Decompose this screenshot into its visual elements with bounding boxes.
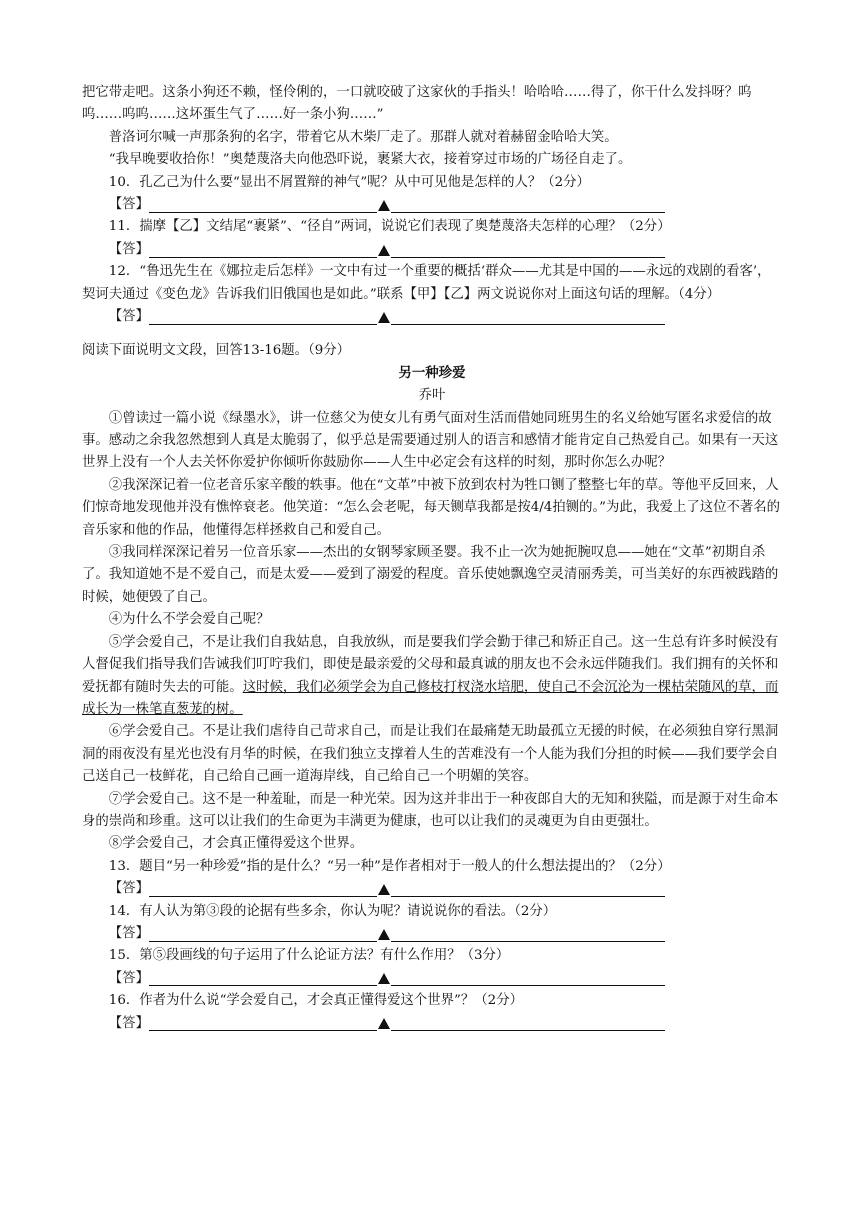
question-11: 11．揣摩【乙】文结尾“裹紧”、“径自”两词，说说它们表现了奥楚蔑洛夫怎样的心理？（2分） xyxy=(108,219,671,235)
essay-paragraph-6: ⑥学会爱自己。不是让我们虐待自己苛求自己，而是让我们在最痛楚无助最孤立无援的时候，在必须独自穿行黑洞洞的雨夜没有星光也没有月华的时候，在我们独立支撑着人生的苦难没有一个人能为我们分担的时候——我们要学会自己送自己一枝鲜花，自己给自己画一道海岸线，自己给自己一个明媚的笑容。 xyxy=(82,724,779,785)
triangle-icon xyxy=(378,245,390,256)
answer-blank[interactable] xyxy=(149,927,377,942)
question-10: 10．孔乙己为什么要“显出不屑置辩的神气”呢？从中可见他是怎样的人？（2分） xyxy=(108,174,590,190)
essay-paragraph-7: ⑦学会爱自己。这不是一种羞耻，而是一种光荣。因为这并非出于一种夜郎自大的无知和狭隘，而是源于对生命本身的崇尚和珍重。这可以让我们的生命更为丰满更为健康，也可以让我们的灵魂更为自由更强壮。 xyxy=(82,791,779,829)
answer-blank[interactable] xyxy=(149,243,377,258)
answer-blank[interactable] xyxy=(149,971,377,986)
answer-blank[interactable] xyxy=(149,310,377,325)
answer-blank-tail[interactable] xyxy=(391,927,665,942)
answer-blank[interactable] xyxy=(149,882,377,897)
answer-line-16[interactable] xyxy=(82,1013,782,1035)
answer-blank-tail[interactable] xyxy=(391,971,665,986)
question-14: 14．有人认为第③段的论据有些多余，你认为呢？请说说你的看法。（2分） xyxy=(108,903,557,919)
essay-title: 另一种珍爱 xyxy=(398,365,466,381)
answer-label: 【答】 xyxy=(108,1015,149,1031)
answer-line-11[interactable] xyxy=(82,239,782,261)
triangle-icon xyxy=(378,884,390,895)
essay-paragraph-3: ③我同样深深记着另一位音乐家——杰出的女钢琴家顾圣婴。我不止一次为她扼腕叹息——她在“文革”初期自杀了。我知道她不是不爱自己，而是太爱——爱到了溺爱的程度。音乐使她飘逸空灵清丽秀美，可当美好的东西被践踏的时候，她便毁了自己。 xyxy=(82,545,779,605)
answer-blank[interactable] xyxy=(149,1016,377,1031)
essay-author: 乔叶 xyxy=(418,388,446,404)
essay-paragraph-5 xyxy=(82,632,782,722)
answer-line-12[interactable] xyxy=(82,306,782,328)
triangle-icon xyxy=(378,929,390,940)
question-16: 16．作者为什么说“学会爱自己，才会真正懂得爱这个世界”？（2分） xyxy=(108,993,523,1009)
story-paragraph-1: 把它带走吧。这条小狗还不赖，怪伶俐的，一口就咬破了这家伙的手指头！哈哈哈……得了，你干什么发抖呀？呜呜……呜呜……这坏蛋生气了……好一条小狗……” xyxy=(82,85,752,123)
answer-blank-tail[interactable] xyxy=(391,198,665,213)
answer-line-10[interactable] xyxy=(82,194,782,216)
exam-page xyxy=(82,82,782,1035)
answer-line-13[interactable] xyxy=(82,878,782,900)
answer-label: 【答】 xyxy=(108,309,149,325)
answer-blank-tail[interactable] xyxy=(391,243,665,258)
essay-paragraph-8: ⑧学会爱自己，才会真正懂得爱这个世界。 xyxy=(108,836,364,852)
answer-label: 【答】 xyxy=(108,881,149,897)
section-intro: 阅读下面说明文文段，回答13-16题。（9分） xyxy=(82,343,351,359)
triangle-icon xyxy=(378,200,390,211)
question-12: 12．“鲁迅先生在《娜拉走后怎样》一文中有过一个重要的概括‘群众——尤其是中国的——永远的戏剧的看客’，契诃夫通过《变色龙》告诉我们旧俄国也是如此。”联系【甲】【乙】两文说说你对上面这句话的理解。（4分） xyxy=(82,264,771,302)
answer-line-14[interactable] xyxy=(82,923,782,945)
answer-line-15[interactable] xyxy=(82,968,782,990)
essay-paragraph-2: ②我深深记着一位老音乐家辛酸的轶事。他在“文革”中被下放到农村为牲口铡了整整七年的草。等他平反回来，人们惊奇地发现他并没有憔悴衰老。他笑道：“怎么会老呢，每天铡草我都是按4/4拍铡的。”为此，我爱上了这位不著名的音乐家和他的作品，他懂得怎样拯救自己和爱自己。 xyxy=(82,477,781,538)
answer-label: 【答】 xyxy=(108,197,149,213)
triangle-icon xyxy=(378,973,390,984)
essay-paragraph-4: ④为什么不学会爱自己呢？ xyxy=(108,612,270,628)
answer-blank-tail[interactable] xyxy=(391,1016,665,1031)
story-paragraph-2: 普洛诃尔喊一声那条狗的名字，带着它从木柴厂走了。那群人就对着赫留金哈哈大笑。 xyxy=(108,129,618,145)
answer-label: 【答】 xyxy=(108,241,149,257)
answer-blank-tail[interactable] xyxy=(391,882,665,897)
triangle-icon xyxy=(378,312,390,323)
story-paragraph-3: “我早晚要收拾你！”奥楚蔑洛夫向他恐吓说，裹紧大衣，接着穿过市场的广场径自走了。 xyxy=(108,152,632,168)
answer-label: 【答】 xyxy=(108,970,149,986)
underlined-sentence: 这时候，我们必须学会为自己修枝打杈浇水培肥，使自己不会沉沦为一棵枯荣随风的草，而成长为一株笔直葱茏的树。 xyxy=(82,679,779,717)
answer-blank-tail[interactable] xyxy=(391,310,665,325)
question-15: 15．第⑤段画线的句子运用了什么论证方法？有什么作用？（3分） xyxy=(108,948,510,964)
answer-label: 【答】 xyxy=(108,925,149,941)
essay-paragraph-5-text: ⑤学会爱自己，不是让我们自我姑息，自我放纵，而是要我们学会勤于律己和矫正自己。这一生总有许多时候没有人督促我们指导我们告诫我们叮咛我们，即使是最亲爱的父母和最真诚的朋友也不会永远伴随我们。我们拥有的关怀和爱抚都有随时失去的可能。 xyxy=(82,634,779,695)
essay-paragraph-1: ①曾读过一篇小说《绿墨水》，讲一位慈父为使女儿有勇气面对生活而借她同班男生的名义给她写匿名求爱信的故事。感动之余我忽然想到人真是太脆弱了，似乎总是需要通过别人的语言和感情才能肯定自己热爱自己。如果有一天这世界上没有一个人去关怀你爱护你倾听你鼓励你——人生中必定会有这样的时刻，那时你怎么办呢？ xyxy=(82,410,779,471)
triangle-icon xyxy=(378,1018,390,1029)
answer-blank[interactable] xyxy=(149,198,377,213)
question-13: 13．题目“另一种珍爱”指的是什么？“另一种”是作者相对于一般人的什么想法提出的？（2分） xyxy=(108,858,671,874)
